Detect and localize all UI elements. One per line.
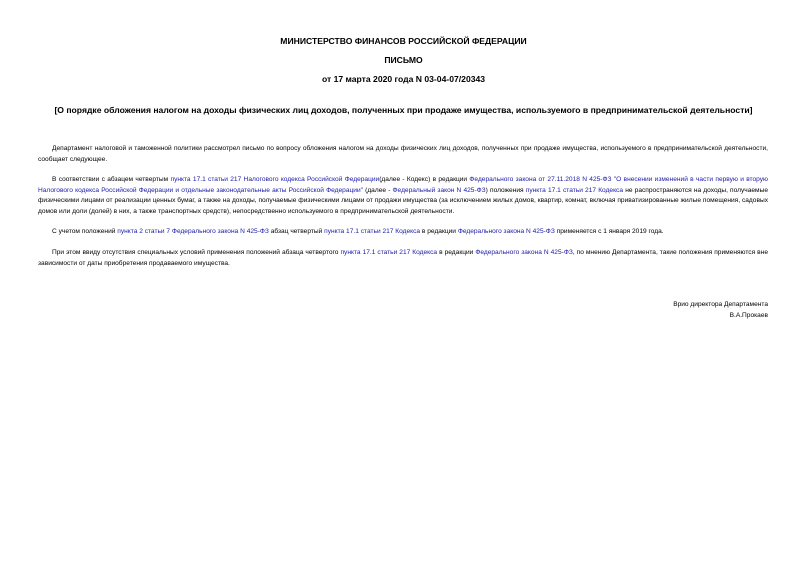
link-code-article[interactable]: пункта 17.1 статьи 217 Кодекса xyxy=(340,249,438,256)
ministry-heading: МИНИСТЕРСТВО ФИНАНСОВ РОССИЙСКОЙ ФЕДЕРАЦИИ xyxy=(280,36,527,46)
signatory-name: В.А.Прокаев xyxy=(729,312,768,319)
paragraph-intro xyxy=(38,144,768,165)
link-code-article[interactable]: пункта 17.1 статьи 217 Кодекса xyxy=(324,228,421,235)
paragraph-effective-date xyxy=(38,227,768,238)
link-federal-law-425[interactable]: Федерального закона от 27.11.2018 N 425-ФЗ "О внесении изменений в части первую и вторую Налогового кодекса Российской Федерации и отдельные законодательные акты Российской Федерации" xyxy=(38,176,768,194)
link-federal-law-425-short[interactable]: Федерального закона N 425-ФЗ xyxy=(475,249,573,256)
paragraph-text: Департамент налоговой и таможенной политики рассмотрел письмо по вопросу обложения налогом на доходы физических лиц доходов, полученных при продаже имущества, используемого в предпринимательской деятельности, сообщает следующее. xyxy=(38,145,768,163)
paragraph-legal-basis xyxy=(38,175,768,217)
paragraph-text: абзац четвертый xyxy=(268,228,325,235)
signatory-position: Врио директора Департамента xyxy=(673,301,768,308)
paragraph-text: в редакции xyxy=(437,249,476,256)
link-code-article[interactable]: пункта 17.1 статьи 217 Кодекса xyxy=(525,186,624,194)
paragraph-text: в редакции xyxy=(420,228,458,235)
link-federal-law-425-short[interactable]: Федерального закона N 425-ФЗ xyxy=(457,228,555,235)
date-number-heading: от 17 марта 2020 года N 03-04-07/20343 xyxy=(321,74,486,84)
link-federal-law-425-short[interactable]: Федеральный закон N 425-ФЗ xyxy=(392,186,486,194)
paragraph-text: ) положения xyxy=(485,186,526,194)
signature-block xyxy=(673,299,768,321)
paragraph-text: С учетом положений xyxy=(52,228,118,235)
paragraph-text: , по мнению Департамента, такие положения применяются вне зависимости от даты приобретения продаваемого имущества. xyxy=(38,249,768,267)
paragraph-text: При этом ввиду отсутствия специальных условий применения положений абзаца четвертого xyxy=(52,249,341,256)
subject-heading: [О порядке обложения налогом на доходы физических лиц доходов, полученных при продаже имущества, используемого в предпринимательской деятельности] xyxy=(54,105,753,115)
paragraph-conclusion xyxy=(38,248,768,269)
paragraph-text: (далее - xyxy=(362,186,393,194)
link-tax-code-article[interactable]: пункта 17.1 статьи 217 Налогового кодекса Российской Федерации xyxy=(170,176,380,183)
paragraph-text: не распространяются на доходы, получаемые физическими лицами от реализации ценных бумаг, а также на доходы, получаемые физическими лицами от продажи имущества (за исключением жилых домов, квартир, комнат, включая приватизированные жилые помещения, садовых домов или доли (долей) в них, а также транспортных средств), непосредственно используемого в предпринимательской деятельности. xyxy=(38,186,768,215)
paragraph-text: применяется с 1 января 2019 года. xyxy=(554,228,664,235)
link-law-article-7[interactable]: пункта 2 статьи 7 Федерального закона N 425-ФЗ xyxy=(117,228,269,235)
paragraph-text: (далее - Кодекс) в редакции xyxy=(379,176,470,183)
paragraph-text: В соответствии с абзацем четвертым xyxy=(52,176,171,183)
doc-type-heading: ПИСЬМО xyxy=(384,55,423,65)
